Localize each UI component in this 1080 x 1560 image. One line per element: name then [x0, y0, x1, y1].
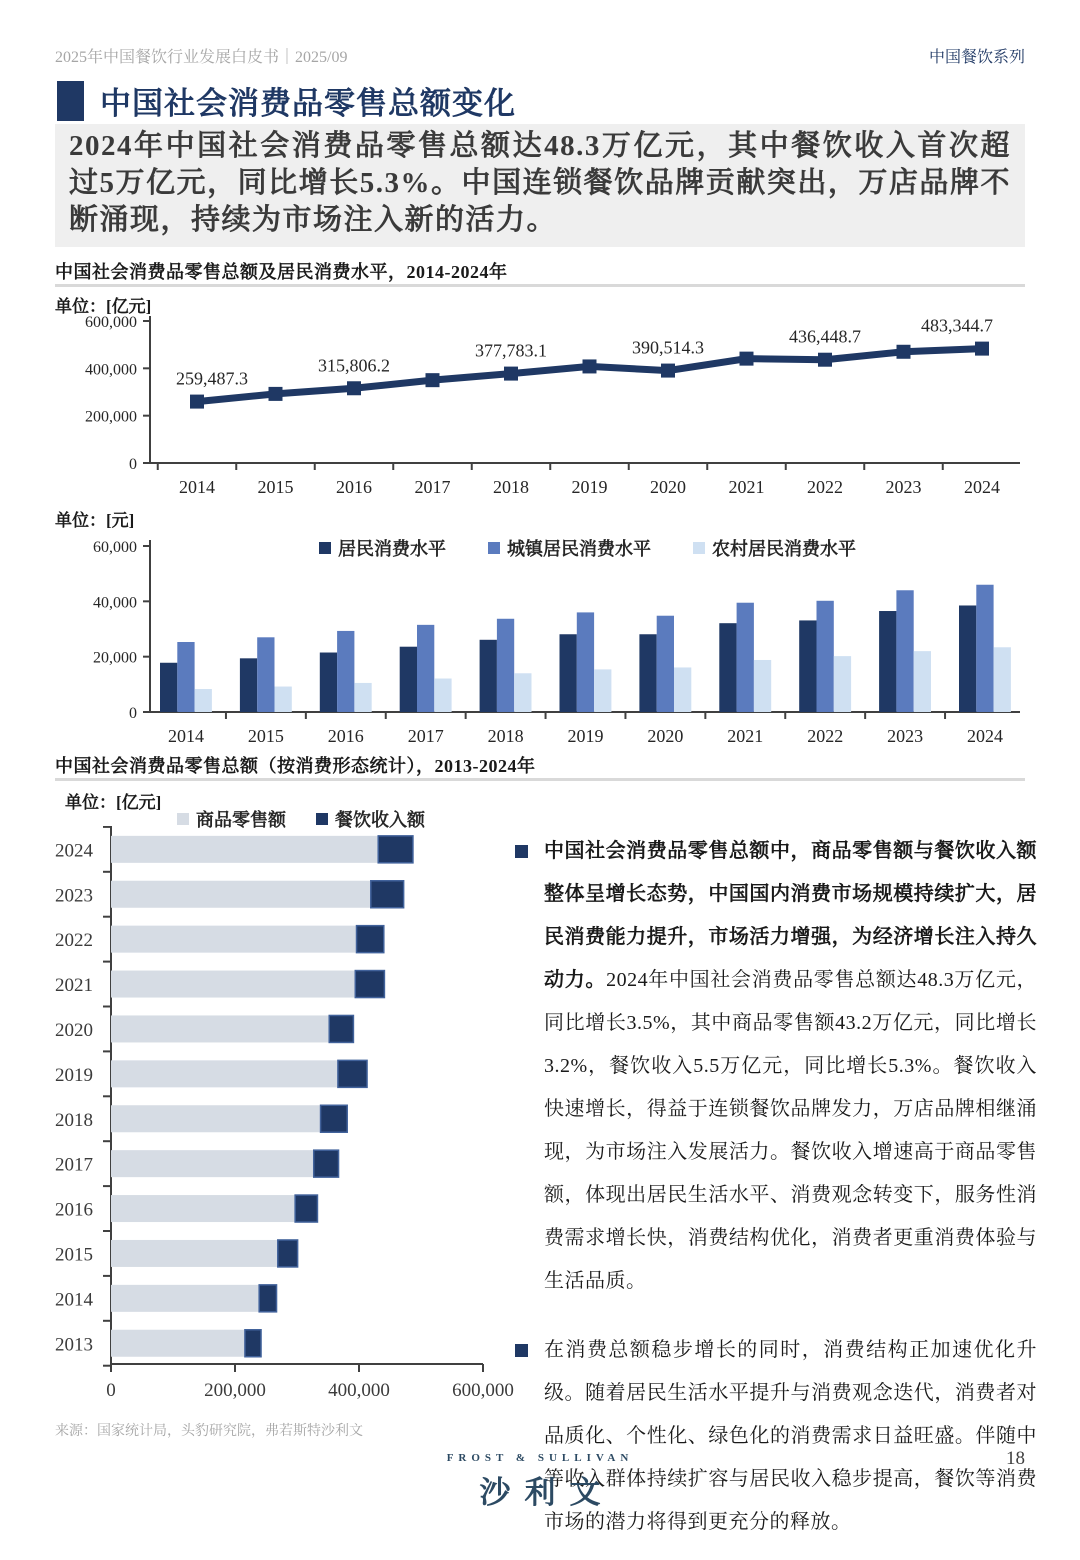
svg-text:2021: 2021: [55, 975, 93, 997]
svg-text:40,000: 40,000: [93, 594, 137, 612]
legend-label: 居民消费水平: [338, 539, 446, 559]
svg-text:2016: 2016: [55, 1199, 93, 1221]
svg-text:315,806.2: 315,806.2: [318, 355, 390, 376]
svg-text:2022: 2022: [807, 726, 844, 746]
bullet-square-icon: [515, 1344, 528, 1357]
title-row: [57, 78, 516, 123]
svg-text:400,000: 400,000: [328, 1380, 390, 1401]
svg-text:2024: 2024: [964, 477, 1000, 497]
legend-label: 城镇居民消费水平: [507, 539, 651, 559]
svg-text:2018: 2018: [487, 726, 524, 746]
chart1-title: 中国社会消费品零售总额及居民消费水平，2014-2024年: [55, 262, 508, 282]
legend-label: 餐饮收入额: [335, 810, 425, 830]
bullet-text-rest: 2024年中国社会消费品零售总额达48.3万亿元，同比增长3.5%，其中商品零售额43.2万亿元，同比增长3.2%，餐饮收入5.5万亿元，同比增长5.3%。餐饮收入快速增长，得益于连锁餐饮品牌发力，万店品牌相继涌现，为市场注入发展活力。餐饮收入增速高于商品零售额，体现出居民生活水平、消费观念转变下，服务性消费需求增长快，消费结构优化，消费者更重消费体验与生活品质。: [544, 969, 1038, 1292]
svg-text:2017: 2017: [55, 1154, 93, 1176]
page-title: 中国社会消费品零售总额变化: [100, 86, 516, 121]
chart1-unit-label: 单位：[亿元]: [55, 297, 152, 316]
svg-text:2021: 2021: [728, 477, 765, 497]
svg-text:60,000: 60,000: [93, 539, 137, 556]
svg-text:2014: 2014: [55, 1289, 93, 1311]
consumption-level-bar-chart: [55, 528, 1025, 746]
legend-swatch-icon: [316, 813, 328, 825]
svg-text:2023: 2023: [885, 477, 922, 497]
legend-label: 商品零售额: [196, 810, 286, 830]
logo-english-text: FROST & SULLIVAN: [446, 1452, 634, 1464]
svg-text:2013: 2013: [55, 1334, 93, 1356]
page-number: 18: [1006, 1448, 1025, 1469]
svg-text:400,000: 400,000: [85, 361, 137, 379]
svg-text:2019: 2019: [55, 1064, 93, 1086]
analysis-bullets: [515, 830, 1037, 1560]
svg-text:2017: 2017: [414, 477, 451, 497]
svg-text:2014: 2014: [179, 477, 215, 497]
bullet-square-icon: [515, 845, 528, 858]
svg-text:2018: 2018: [55, 1109, 93, 1131]
title-square-icon: [57, 81, 84, 121]
svg-text:436,448.7: 436,448.7: [789, 326, 861, 347]
svg-text:2015: 2015: [247, 726, 284, 746]
svg-text:2024: 2024: [55, 840, 93, 862]
svg-text:259,487.3: 259,487.3: [176, 368, 248, 389]
svg-text:2019: 2019: [567, 726, 604, 746]
retail-by-type-stacked-bar-chart: [55, 826, 525, 1421]
svg-text:20,000: 20,000: [93, 649, 137, 667]
svg-text:0: 0: [129, 456, 137, 473]
bullet-item: [515, 830, 1037, 1303]
svg-text:2017: 2017: [407, 726, 444, 746]
divider-rule-1: [55, 284, 1025, 287]
bullet-text: [544, 830, 1037, 1303]
divider-rule-2: [55, 778, 1025, 781]
svg-text:483,344.7: 483,344.7: [921, 315, 993, 336]
logo-chinese-text: 沙利文: [479, 1475, 615, 1510]
svg-text:0: 0: [129, 705, 137, 722]
svg-text:2020: 2020: [650, 477, 686, 497]
svg-text:2014: 2014: [168, 726, 204, 746]
svg-text:2022: 2022: [807, 477, 843, 497]
svg-text:2018: 2018: [493, 477, 529, 497]
svg-text:200,000: 200,000: [85, 408, 137, 426]
svg-text:2023: 2023: [55, 885, 93, 907]
svg-text:2023: 2023: [887, 726, 924, 746]
svg-text:377,783.1: 377,783.1: [475, 340, 547, 361]
svg-text:2016: 2016: [327, 726, 364, 746]
svg-text:2020: 2020: [55, 1019, 93, 1041]
svg-text:2021: 2021: [727, 726, 764, 746]
svg-text:2015: 2015: [257, 477, 294, 497]
legend-label: 农村居民消费水平: [712, 539, 856, 559]
frost-sullivan-logo: [0, 1452, 1080, 1512]
source-note: 来源：国家统计局，头豹研究院，弗若斯特沙利文: [55, 1424, 363, 1439]
legend-swatch-icon: [177, 813, 189, 825]
svg-text:0: 0: [106, 1380, 116, 1401]
svg-text:600,000: 600,000: [452, 1380, 514, 1401]
svg-text:2015: 2015: [55, 1244, 93, 1266]
svg-text:2024: 2024: [967, 726, 1003, 746]
retail-total-line-chart: [55, 313, 1025, 509]
header-right: 中国餐饮系列: [928, 49, 1025, 66]
bullet-text-rest: 在消费总额稳步增长的同时，消费结构正加速优化升级。随着居民生活水平提升与消费观念迭代，消费者对品质化、个性化、绿色化的消费需求日益旺盛。伴随中等收入群体持续扩容与居民收入稳步提高，餐饮等消费市场的潜力将得到更充分的释放。: [544, 1339, 1037, 1533]
chart3-title: 中国社会消费品零售总额（按消费形态统计），2013-2024年: [55, 756, 536, 776]
highlight-summary: 2024年中国社会消费品零售总额达48.3万亿元，其中餐饮收入首次超过5万亿元，同比增长5.3%。中国连锁餐饮品牌贡献突出，万店品牌不断涌现，持续为市场注入新的活力。: [55, 124, 1025, 247]
svg-text:200,000: 200,000: [204, 1380, 266, 1401]
svg-text:600,000: 600,000: [85, 314, 137, 331]
chart3-unit-label: 单位：[亿元]: [65, 793, 162, 812]
svg-text:390,514.3: 390,514.3: [632, 337, 704, 358]
chart2-unit-label: 单位：[元]: [55, 511, 135, 530]
header-left: 2025年中国餐饮行业发展白皮书｜2025/09: [55, 49, 348, 66]
svg-text:2019: 2019: [571, 477, 608, 497]
svg-text:2016: 2016: [336, 477, 372, 497]
bullet-text-bold: 中国社会消费品零售总额中，商品零售额与餐饮收入额整体呈增长态势，中国国内消费市场规模持续扩大，居民消费能力提升，市场活力增强，为经济增长注入持久动力。: [544, 840, 1037, 991]
svg-text:2020: 2020: [647, 726, 684, 746]
svg-text:2022: 2022: [55, 930, 93, 952]
